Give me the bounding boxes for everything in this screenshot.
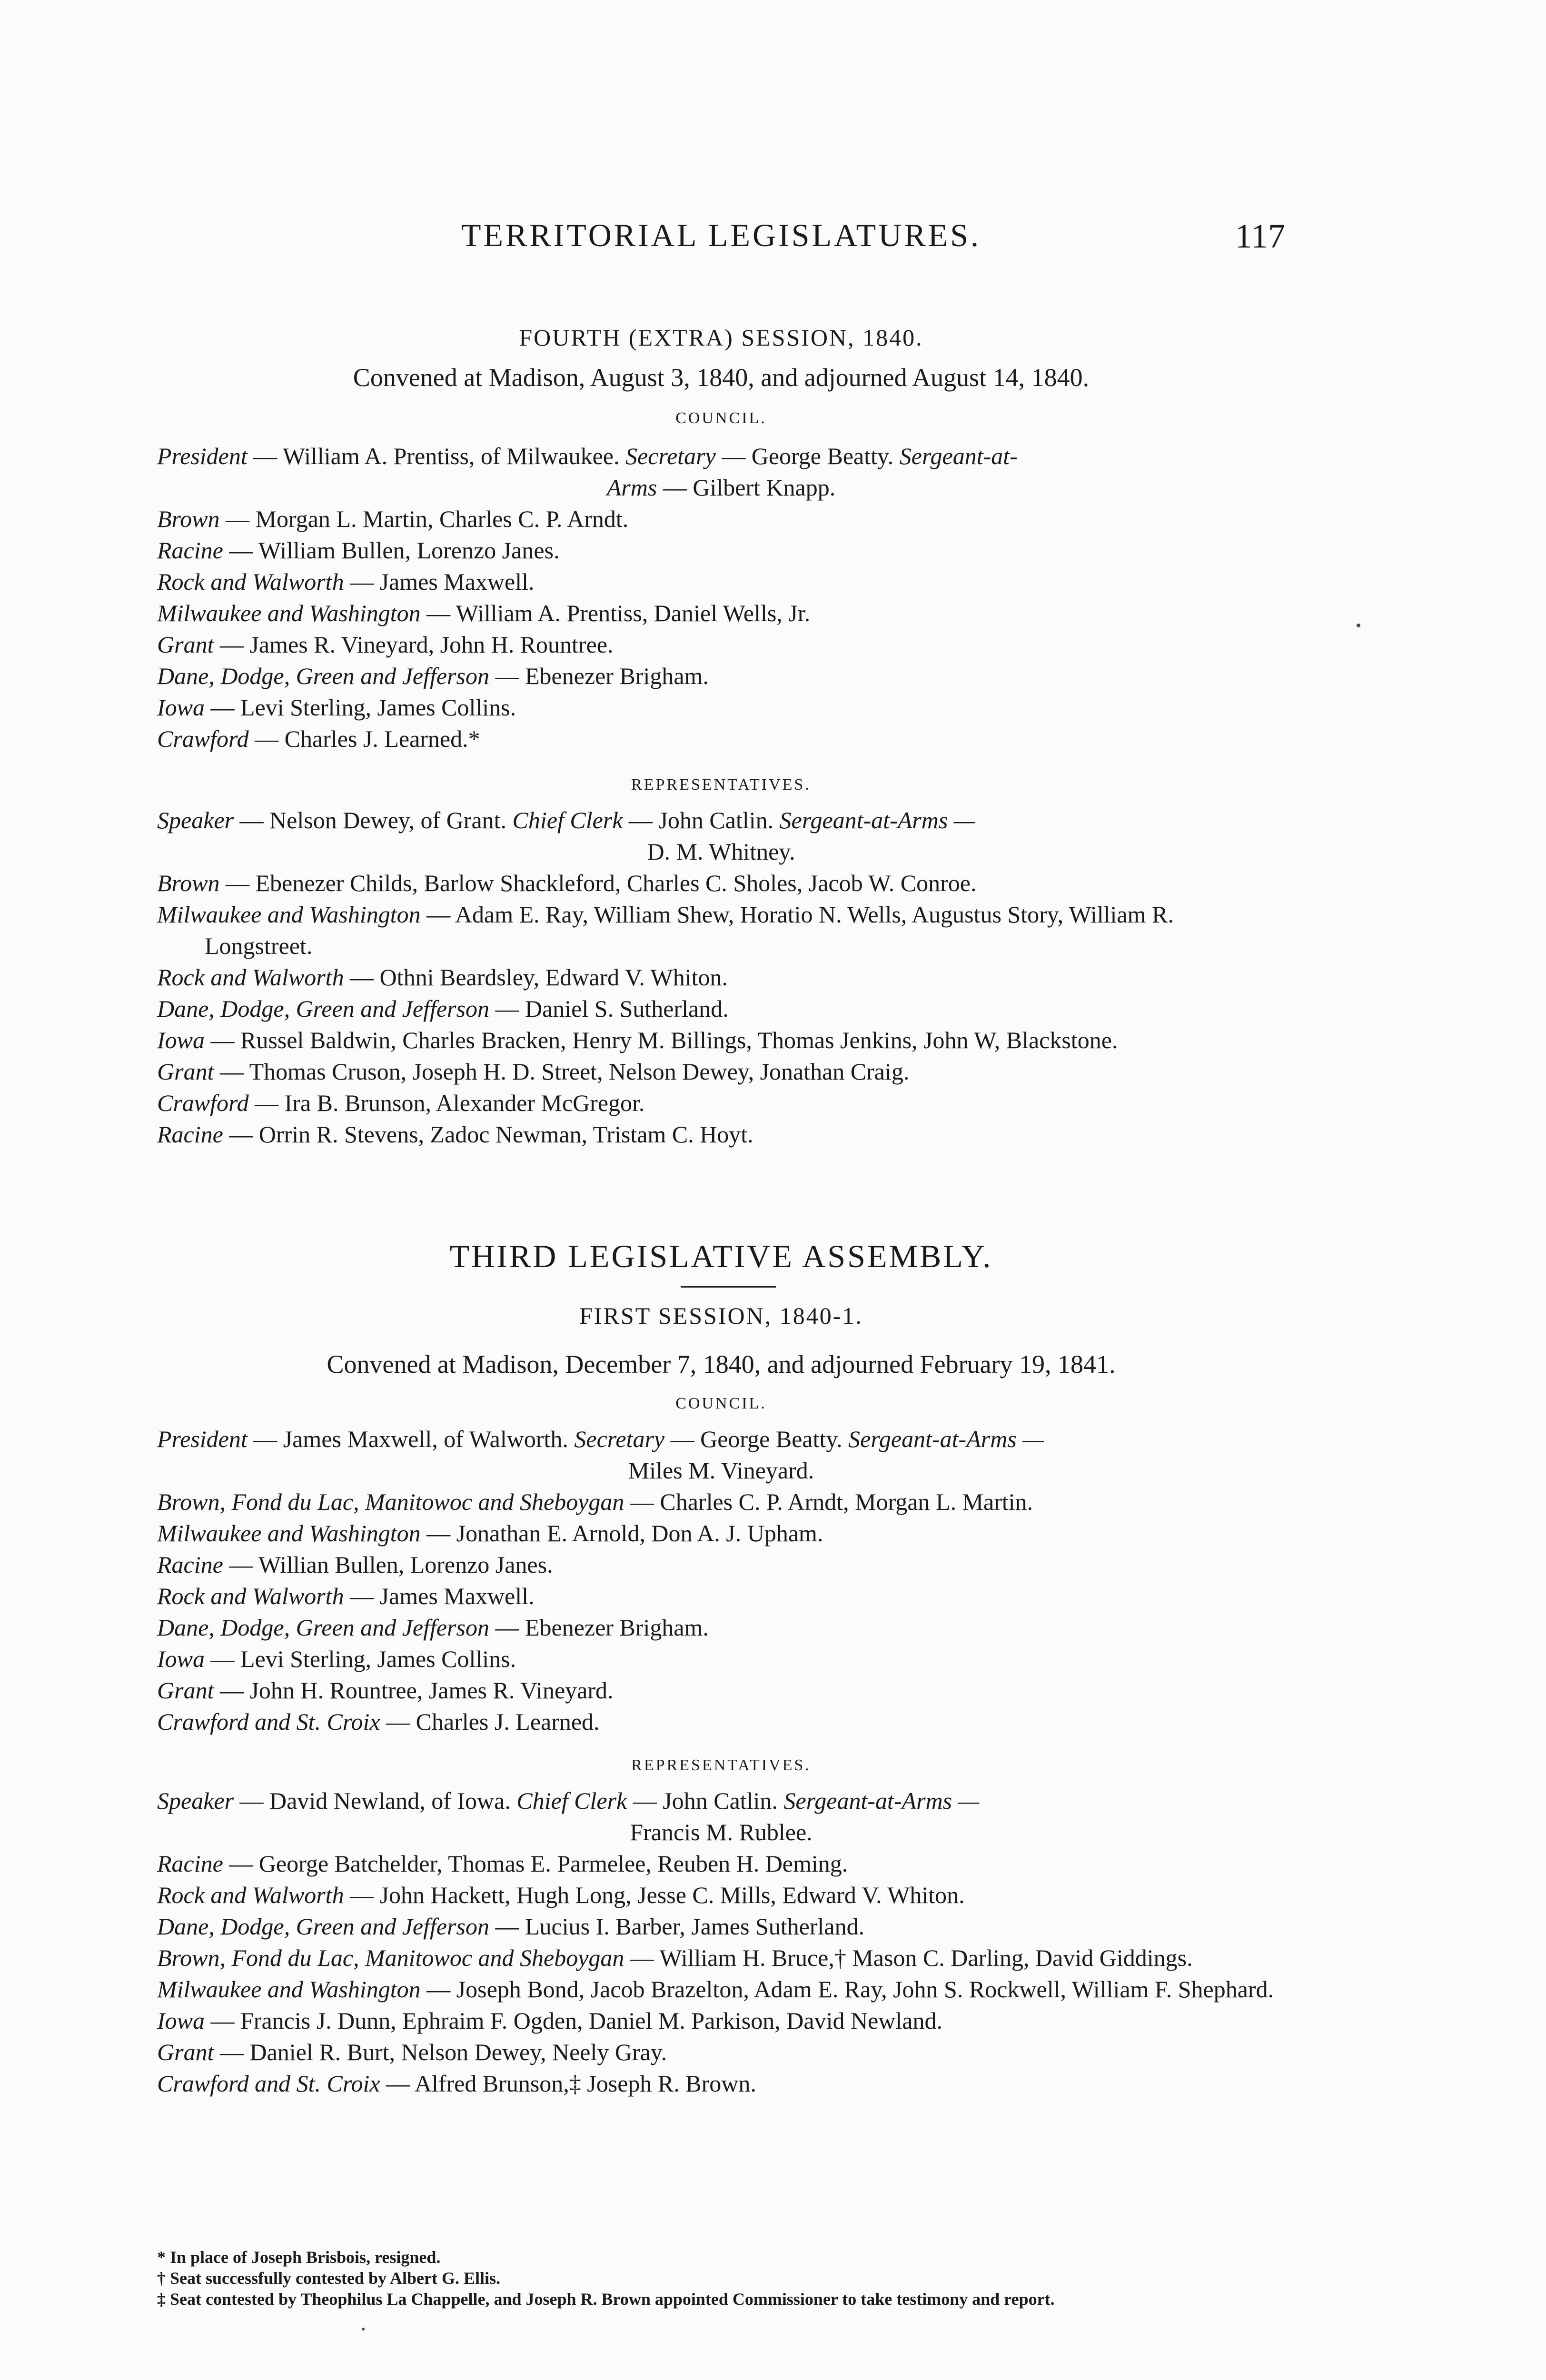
council-entry xyxy=(157,535,1285,566)
entry-name: Iowa xyxy=(157,1646,205,1672)
entry-name: Secretary xyxy=(625,443,716,469)
entry-name: Speaker xyxy=(157,807,234,833)
officers-entry xyxy=(157,1423,1285,1455)
entry-name: President xyxy=(157,443,248,469)
entry-name: Milwaukee and Washington xyxy=(157,1976,421,2003)
entry-name: Sergeant-at- xyxy=(899,443,1018,469)
entry-text: — George Batchelder, Thomas E. Parmelee, Reuben H. Deming. xyxy=(223,1850,848,1877)
entry-text: — Willian Bullen, Lorenzo Janes. xyxy=(223,1551,553,1578)
page-header xyxy=(157,217,1285,259)
council-label: COUNCIL. xyxy=(675,1395,767,1412)
representatives-list xyxy=(157,804,1285,1150)
council-entry xyxy=(157,1580,1285,1612)
entry-text: — Orrin R. Stevens, Zadoc Newman, Tristam C. Hoyt. xyxy=(223,1121,753,1148)
council-entry xyxy=(157,723,1285,754)
council-entry xyxy=(157,1486,1285,1517)
council-list xyxy=(157,1423,1285,1737)
entry-text: — Jonathan E. Arnold, Don A. J. Upham. xyxy=(420,1520,823,1547)
officers-continuation xyxy=(157,472,1285,503)
entry-name: Racine xyxy=(157,1551,223,1578)
entry-text: — Daniel R. Burt, Nelson Dewey, Neely Gray. xyxy=(214,2039,667,2065)
entry-name: Crawford and St. Croix xyxy=(157,1708,380,1735)
rep-entry xyxy=(157,899,1285,962)
entry-text: — James Maxwell. xyxy=(344,1583,535,1609)
rep-entry xyxy=(157,993,1285,1024)
entry-text: — John Catlin. xyxy=(623,807,780,833)
rep-entry xyxy=(157,1024,1285,1056)
entry-name: Milwaukee and Washington xyxy=(157,1520,421,1547)
entry-text: — Thomas Cruson, Joseph H. D. Street, Nelson Dewey, Jonathan Craig. xyxy=(214,1058,910,1085)
entry-text: — John H. Rountree, James R. Vineyard. xyxy=(214,1677,614,1704)
entry-name: Rock and Walworth xyxy=(157,1882,344,1908)
entry-name: Dane, Dodge, Green and Jefferson xyxy=(157,1913,489,1940)
council-entry xyxy=(157,692,1285,723)
council-list xyxy=(157,440,1285,754)
rep-entry xyxy=(157,1879,1285,1911)
entry-text: — William A. Prentiss, Daniel Wells, Jr. xyxy=(420,600,811,626)
rep-entry xyxy=(157,962,1285,993)
entry-text: — Levi Sterling, James Collins. xyxy=(205,694,516,721)
rep-entry xyxy=(157,1087,1285,1119)
footnote: ‡ Seat contested by Theophilus La Chappelle, and Joseph R. Brown appointed Commissioner to take testimony and report. xyxy=(157,2290,1055,2309)
footnote: * In place of Joseph Brisbois, resigned. xyxy=(157,2248,441,2267)
entry-text: — Ebenezer Brigham. xyxy=(489,663,709,689)
entry-name: Grant xyxy=(157,1677,214,1704)
officers-entry xyxy=(157,440,1285,472)
entry-name: Grant xyxy=(157,2039,214,2065)
representatives-label: REPRESENTATIVES. xyxy=(631,776,811,793)
council-entry xyxy=(157,660,1285,692)
entry-text: — William Bullen, Lorenzo Janes. xyxy=(223,537,560,564)
entry-text: — George Beatty. xyxy=(715,443,900,469)
entry-name: Iowa xyxy=(157,2007,205,2034)
entry-name: Racine xyxy=(157,1121,223,1148)
entry-name: Rock and Walworth xyxy=(157,964,344,991)
entry-name: Crawford xyxy=(157,1090,249,1116)
rep-entry xyxy=(157,2036,1285,2068)
entry-name: Rock and Walworth xyxy=(157,1583,344,1609)
entry-name: Iowa xyxy=(157,694,205,721)
session-title: FOURTH (EXTRA) SESSION, 1840. xyxy=(519,324,923,351)
entry-text: — Gilbert Knapp. xyxy=(657,474,836,501)
entry-name: Milwaukee and Washington xyxy=(157,600,421,626)
running-head: TERRITORIAL LEGISLATURES. xyxy=(461,217,981,253)
speaker-entry xyxy=(157,804,1285,836)
entry-name: Speaker xyxy=(157,1787,234,1814)
entry-name: Brown, Fond du Lac, Manitowoc and Sheboygan xyxy=(157,1488,624,1515)
entry-text: — Nelson Dewey, of Grant. xyxy=(234,807,513,833)
representatives-label: REPRESENTATIVES. xyxy=(631,1756,811,1774)
entry-text: — Ebenezer Childs, Barlow Shackleford, Charles C. Sholes, Jacob W. Conroe. xyxy=(219,870,977,896)
council-entry xyxy=(157,503,1285,535)
council-entry xyxy=(157,1706,1285,1737)
council-entry xyxy=(157,629,1285,660)
entry-name: Secretary xyxy=(574,1426,665,1452)
entry-name: Racine xyxy=(157,1850,223,1877)
entry-name: Brown, Fond du Lac, Manitowoc and Sheboygan xyxy=(157,1944,624,1971)
entry-name: Rock and Walworth xyxy=(157,568,344,595)
page-number: 117 xyxy=(1235,217,1285,255)
rep-entry xyxy=(157,1942,1285,1973)
speaker-continuation: D. M. Whitney. xyxy=(647,838,795,865)
entry-name: Racine xyxy=(157,537,223,564)
entry-name: Arms xyxy=(606,474,657,501)
council-entry xyxy=(157,1643,1285,1675)
rep-entry xyxy=(157,1848,1285,1879)
entry-name: Grant xyxy=(157,1058,214,1085)
entry-name: Crawford and St. Croix xyxy=(157,2070,380,2097)
entry-name: Brown xyxy=(157,870,220,896)
entry-text: — Ebenezer Brigham. xyxy=(489,1614,709,1641)
entry-text: — Morgan L. Martin, Charles C. P. Arndt. xyxy=(219,506,629,532)
entry-text: — James R. Vineyard, John H. Rountree. xyxy=(214,631,614,658)
rep-entry xyxy=(157,1056,1285,1087)
council-entry xyxy=(157,1549,1285,1580)
convened-line: Convened at Madison, December 7, 1840, and adjourned February 19, 1841. xyxy=(327,1350,1116,1378)
entry-name: Iowa xyxy=(157,1027,205,1053)
entry-text: — John Catlin. xyxy=(627,1787,784,1814)
entry-text: — Charles C. P. Arndt, Morgan L. Martin. xyxy=(624,1488,1033,1515)
officers-continuation: Miles M. Vineyard. xyxy=(628,1457,814,1484)
entry-name: Chief Clerk xyxy=(516,1787,627,1814)
assembly-title: THIRD LEGISLATIVE ASSEMBLY. xyxy=(449,1238,993,1274)
entry-name: Grant xyxy=(157,631,214,658)
council-entry xyxy=(157,1517,1285,1549)
session-title: FIRST SESSION, 1840-1. xyxy=(579,1302,863,1329)
entry-name: Sergeant-at-Arms — xyxy=(848,1426,1044,1452)
council-entry xyxy=(157,566,1285,597)
entry-name: Sergeant-at-Arms — xyxy=(779,807,975,833)
footnotes xyxy=(157,2247,1285,2310)
convened-line: Convened at Madison, August 3, 1840, and adjourned August 14, 1840. xyxy=(353,363,1090,392)
title-rule xyxy=(681,1286,776,1288)
entry-text: — Levi Sterling, James Collins. xyxy=(205,1646,516,1672)
entry-text: — David Newland, of Iowa. xyxy=(234,1787,517,1814)
entry-text: — George Beatty. xyxy=(664,1426,849,1452)
entry-name: Milwaukee and Washington xyxy=(157,901,421,928)
council-label: COUNCIL. xyxy=(675,409,767,427)
rep-entry xyxy=(157,867,1285,899)
council-entry xyxy=(157,597,1285,629)
entry-name: President xyxy=(157,1426,248,1452)
entry-text: — Othni Beardsley, Edward V. Whiton. xyxy=(344,964,728,991)
entry-name: Dane, Dodge, Green and Jefferson xyxy=(157,995,489,1022)
rep-entry xyxy=(157,1911,1285,1942)
entry-text: — John Hackett, Hugh Long, Jesse C. Mills, Edward V. Whiton. xyxy=(344,1882,965,1908)
entry-name: Dane, Dodge, Green and Jefferson xyxy=(157,663,489,689)
representatives-list xyxy=(157,1785,1285,2099)
entry-text: — Adam E. Ray, William Shew, Horatio N. Wells, Augustus Story, William R. Longstreet. xyxy=(205,901,1174,959)
entry-name: Dane, Dodge, Green and Jefferson xyxy=(157,1614,489,1641)
rep-entry xyxy=(157,1973,1285,2005)
entry-text: — William H. Bruce,† Mason C. Darling, David Giddings. xyxy=(624,1944,1193,1971)
entry-text: — James Maxwell. xyxy=(344,568,535,595)
entry-text: — Lucius I. Barber, James Sutherland. xyxy=(489,1913,865,1940)
entry-text: — Charles J. Learned.* xyxy=(248,725,480,752)
entry-text: — Ira B. Brunson, Alexander McGregor. xyxy=(248,1090,645,1116)
entry-text: — James Maxwell, of Walworth. xyxy=(247,1426,575,1452)
council-entry xyxy=(157,1675,1285,1706)
entry-text: — Alfred Brunson,‡ Joseph R. Brown. xyxy=(380,2070,756,2097)
council-entry xyxy=(157,1612,1285,1643)
rep-entry xyxy=(157,2005,1285,2036)
speaker-continuation: Francis M. Rublee. xyxy=(630,1819,813,1845)
entry-name: Sergeant-at-Arms — xyxy=(783,1787,980,1814)
entry-name: Brown xyxy=(157,506,220,532)
print-speck xyxy=(1357,624,1360,627)
entry-text: — Francis J. Dunn, Ephraim F. Ogden, Daniel M. Parkison, David Newland. xyxy=(205,2007,942,2034)
entry-name: Crawford xyxy=(157,725,249,752)
entry-text: — Joseph Bond, Jacob Brazelton, Adam E. Ray, John S. Rockwell, William F. Shephard. xyxy=(420,1976,1274,2003)
entry-name: Chief Clerk xyxy=(512,807,623,833)
footnote: † Seat successfully contested by Albert G. Ellis. xyxy=(157,2269,500,2288)
speaker-entry xyxy=(157,1785,1285,1816)
entry-text: — Daniel S. Sutherland. xyxy=(489,995,729,1022)
print-speck xyxy=(362,2328,365,2330)
rep-entry xyxy=(157,2068,1285,2099)
rep-entry xyxy=(157,1119,1285,1150)
entry-text: — Russel Baldwin, Charles Bracken, Henry M. Billings, Thomas Jenkins, John W, Blackstone. xyxy=(205,1027,1118,1053)
entry-text: — William A. Prentiss, of Milwaukee. xyxy=(247,443,625,469)
entry-text: — Charles J. Learned. xyxy=(380,1708,600,1735)
